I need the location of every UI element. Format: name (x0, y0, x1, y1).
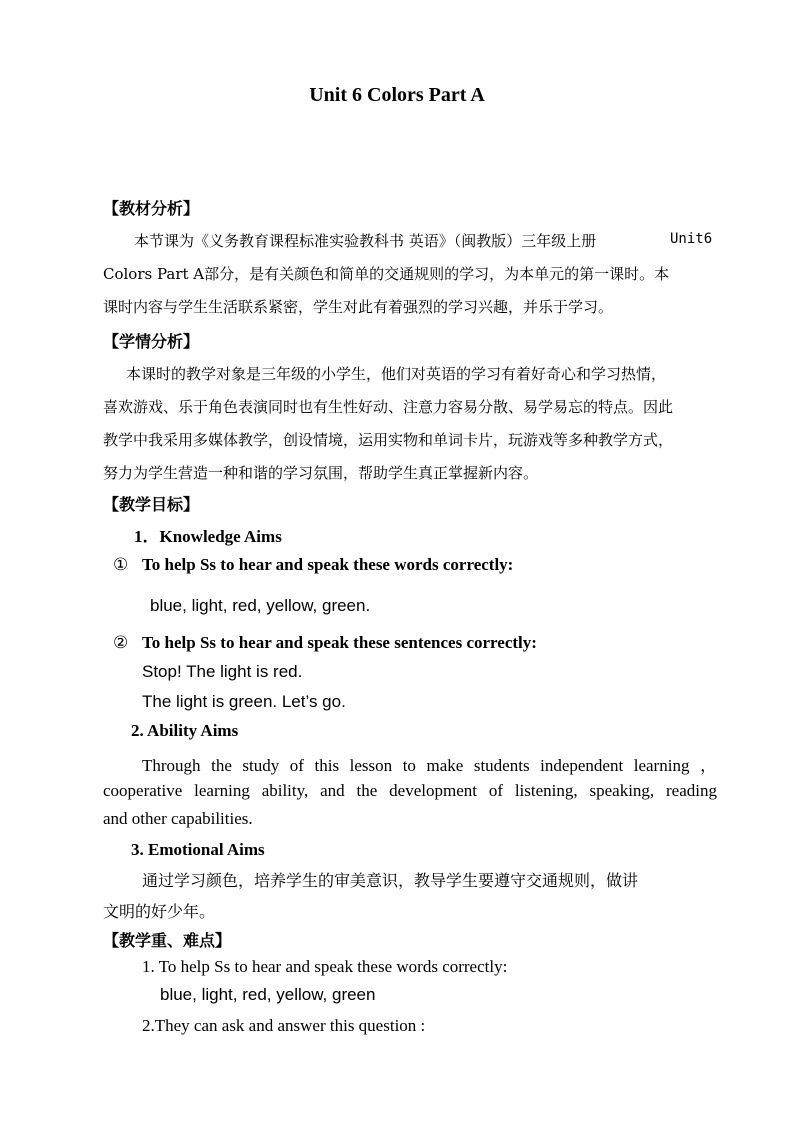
item-marker-2: ② (113, 633, 129, 653)
document-title: Unit 6 Colors Part A (309, 84, 485, 106)
material-line-1: 本节课为《义务教育课程标准实验教科书 英语》（闽教版）三年级上册 (134, 232, 597, 250)
knowledge-sentence-2: The light is green. Let’s go. (142, 692, 346, 711)
material-line-2: Colors Part A部分，是有关颜色和简单的交通规则的学习，为本单元的第一课时。本 (103, 265, 670, 283)
knowledge-aims-label: 1．Knowledge Aims (134, 527, 282, 546)
students-line-3: 教学中我采用多媒体教学，创设情境，运用实物和单词卡片，玩游戏等多种教学方式， (103, 431, 674, 449)
knowledge-words: blue, light, red, yellow, green. (150, 596, 371, 615)
ability-line-3: and other capabilities. (103, 809, 253, 828)
key-point-1: 1. To help Ss to hear and speak these words correctly: (142, 957, 508, 976)
ability-line-2: cooperative learning ability, and the development of listening, speaking, reading (103, 781, 717, 800)
knowledge-item-2: To help Ss to hear and speak these sentences correctly: (142, 633, 537, 652)
students-line-1: 本课时的教学对象是三年级的小学生，他们对英语的学习有着好奇心和学习热情， (126, 365, 667, 383)
section-heading-key-points: 【教学重、难点】 (103, 931, 232, 950)
key-point-words: blue, light, red, yellow, green (160, 985, 376, 1004)
ability-line-1: Through the study of this lesson to make students independent learning ， (142, 756, 717, 775)
students-line-4: 努力为学生营造一种和谐的学习氛围，帮助学生真正掌握新内容。 (103, 464, 539, 482)
ability-aims-label: 2. Ability Aims (131, 721, 239, 740)
item-marker-1: ① (113, 555, 129, 575)
emotional-aims-label: 3. Emotional Aims (131, 840, 265, 859)
material-line-3: 课时内容与学生生活联系紧密，学生对此有着强烈的学习兴趣，并乐于学习。 (103, 298, 614, 316)
emotional-line-2: 文明的好少年。 (103, 902, 216, 921)
knowledge-sentence-1: Stop! The light is red. (142, 662, 303, 681)
section-heading-material: 【教材分析】 (103, 199, 200, 218)
emotional-line-1: 通过学习颜色，培养学生的审美意识，教导学生要遵守交通规则，做讲 (142, 871, 639, 890)
knowledge-item-1: To help Ss to hear and speak these words correctly: (142, 555, 514, 574)
material-line-1-tail: Unit6 (670, 231, 713, 247)
key-point-2: 2.They can ask and answer this question : (142, 1016, 426, 1035)
section-heading-students: 【学情分析】 (103, 332, 200, 351)
section-heading-aims: 【教学目标】 (103, 495, 200, 514)
students-line-2: 喜欢游戏、乐于角色表演同时也有生性好动、注意力容易分散、易学易忘的特点。因此 (103, 398, 674, 416)
